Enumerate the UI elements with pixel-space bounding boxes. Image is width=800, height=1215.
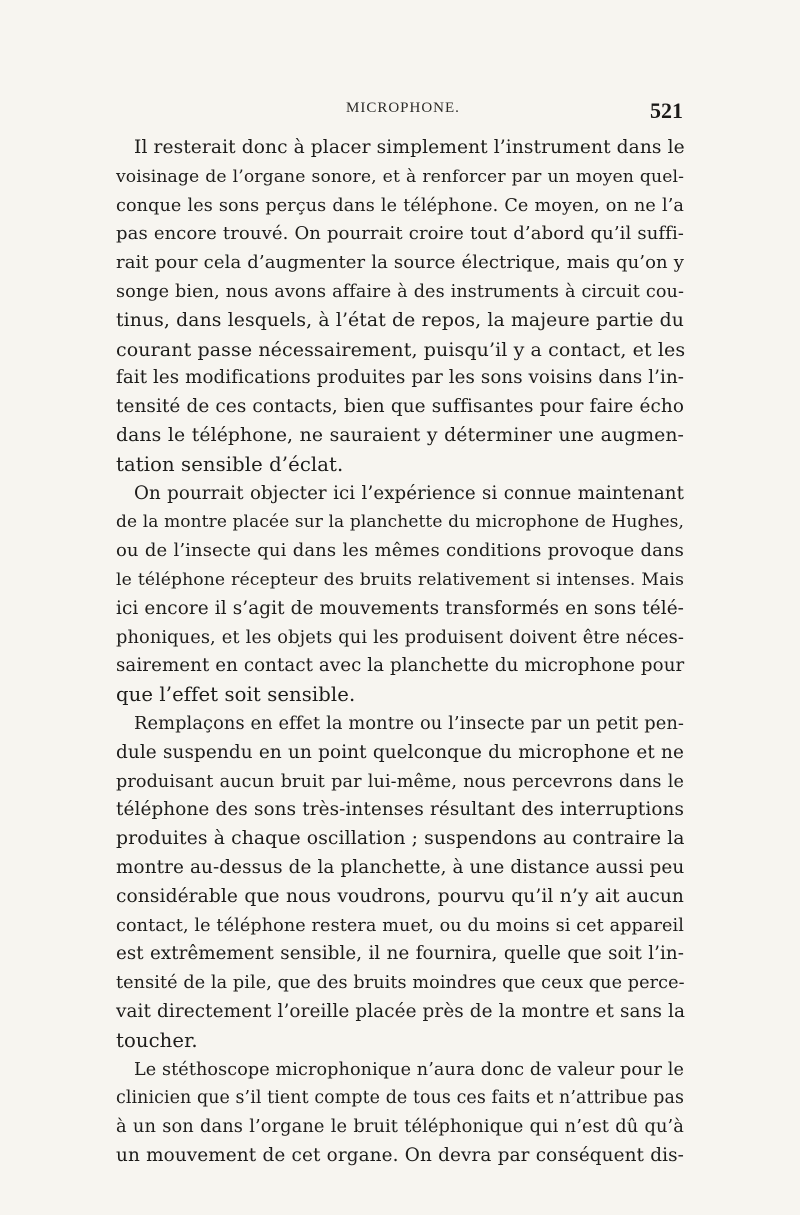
- text-line: courant passe nécessairement, puisqu’il y a contact, et les: [116, 338, 686, 361]
- text-line: ici encore il s’agit de mouvements transformés en sons télé-: [116, 597, 684, 619]
- text-line: sairement en contact avec la planchette du microphone pour: [116, 655, 685, 677]
- text-line: produites à chaque oscillation ; suspendons au contraire la: [116, 828, 685, 850]
- text-line: Il resterait donc à placer simplement l’instrument dans le: [134, 137, 685, 158]
- text-line: Le stéthoscope microphonique n’aura donc de valeur pour le: [134, 1059, 684, 1080]
- paragraph-3: [116, 710, 684, 1056]
- text-line: à un son dans l’organe le bruit téléphonique qui n’est dû qu’à: [116, 1116, 684, 1138]
- text-line: pas encore trouvé. On pourrait croire tout d’abord qu’il suffi-: [116, 223, 684, 245]
- text-line: téléphone des sons très-intenses résultant des interruptions: [116, 799, 684, 821]
- text-line: tensité de ces contacts, bien que suffisantes pour faire écho: [116, 396, 684, 418]
- text-line: dule suspendu en un point quelconque du microphone et ne: [116, 741, 684, 763]
- paragraph-4: [116, 1056, 684, 1171]
- text-line: songe bien, nous avons affaire à des instruments à circuit cou-: [116, 281, 684, 302]
- text-line: ou de l’insecte qui dans les mêmes conditions provoque dans: [116, 540, 684, 562]
- text-line: tation sensible d’éclat.: [116, 452, 344, 476]
- text-line: rait pour cela d’augmenter la source électrique, mais qu’on y: [116, 252, 684, 274]
- text-line: tinus, dans lesquels, à l’état de repos, la majeure partie du: [116, 309, 684, 331]
- text-line: le téléphone récepteur des bruits relativement si intenses. Mais: [116, 569, 684, 590]
- text-line: de la montre placée sur la planchette du microphone de Hughes,: [116, 512, 684, 533]
- text-line: montre au-dessus de la planchette, à une distance aussi peu: [116, 856, 685, 878]
- page-number: 521: [650, 98, 683, 123]
- text-line: est extrêmement sensible, il ne fournira, quelle que soit l’in-: [116, 943, 684, 965]
- text-line: toucher.: [116, 1028, 198, 1052]
- text-line: considérable que nous voudrons, pourvu qu’il n’y ait aucun: [116, 885, 684, 907]
- text-line: Remplaçons en effet la montre ou l’insecte par un petit pen-: [134, 712, 684, 734]
- text-line: contact, le téléphone restera muet, ou du moins si cet appareil: [116, 915, 684, 936]
- paragraph-1: [116, 134, 684, 480]
- text-line: un mouvement de cet organe. On devra par conséquent dis-: [116, 1144, 684, 1166]
- text-line: tensité de la pile, que des bruits moindres que ceux que perce-: [116, 973, 685, 994]
- paragraph-2: [116, 480, 684, 710]
- running-title: MICROPHONE.: [346, 100, 460, 116]
- text-line: phoniques, et les objets qui les produisent doivent être néces-: [116, 626, 684, 648]
- text-line: conque les sons perçus dans le téléphone. Ce moyen, on ne l’a: [116, 195, 684, 216]
- text-line: que l’effet soit sensible.: [116, 683, 356, 707]
- text-line: clinicien que s’il tient compte de tous ces faits et n’attribue pas: [116, 1088, 684, 1109]
- text-line: fait les modifications produites par les sons voisins dans l’in-: [116, 367, 684, 389]
- body-text: [116, 134, 684, 1171]
- text-line: produisant aucun bruit par lui-même, nous percevrons dans le: [116, 771, 684, 792]
- text-line: voisinage de l’organe sonore, et à renforcer par un moyen quel-: [116, 166, 684, 187]
- text-line: On pourrait objecter ici l’expérience si connue maintenant: [134, 482, 684, 504]
- text-line: vait directement l’oreille placée près de la montre et sans la: [116, 1000, 686, 1022]
- text-line: dans le téléphone, ne sauraient y déterminer une augmen-: [116, 424, 684, 446]
